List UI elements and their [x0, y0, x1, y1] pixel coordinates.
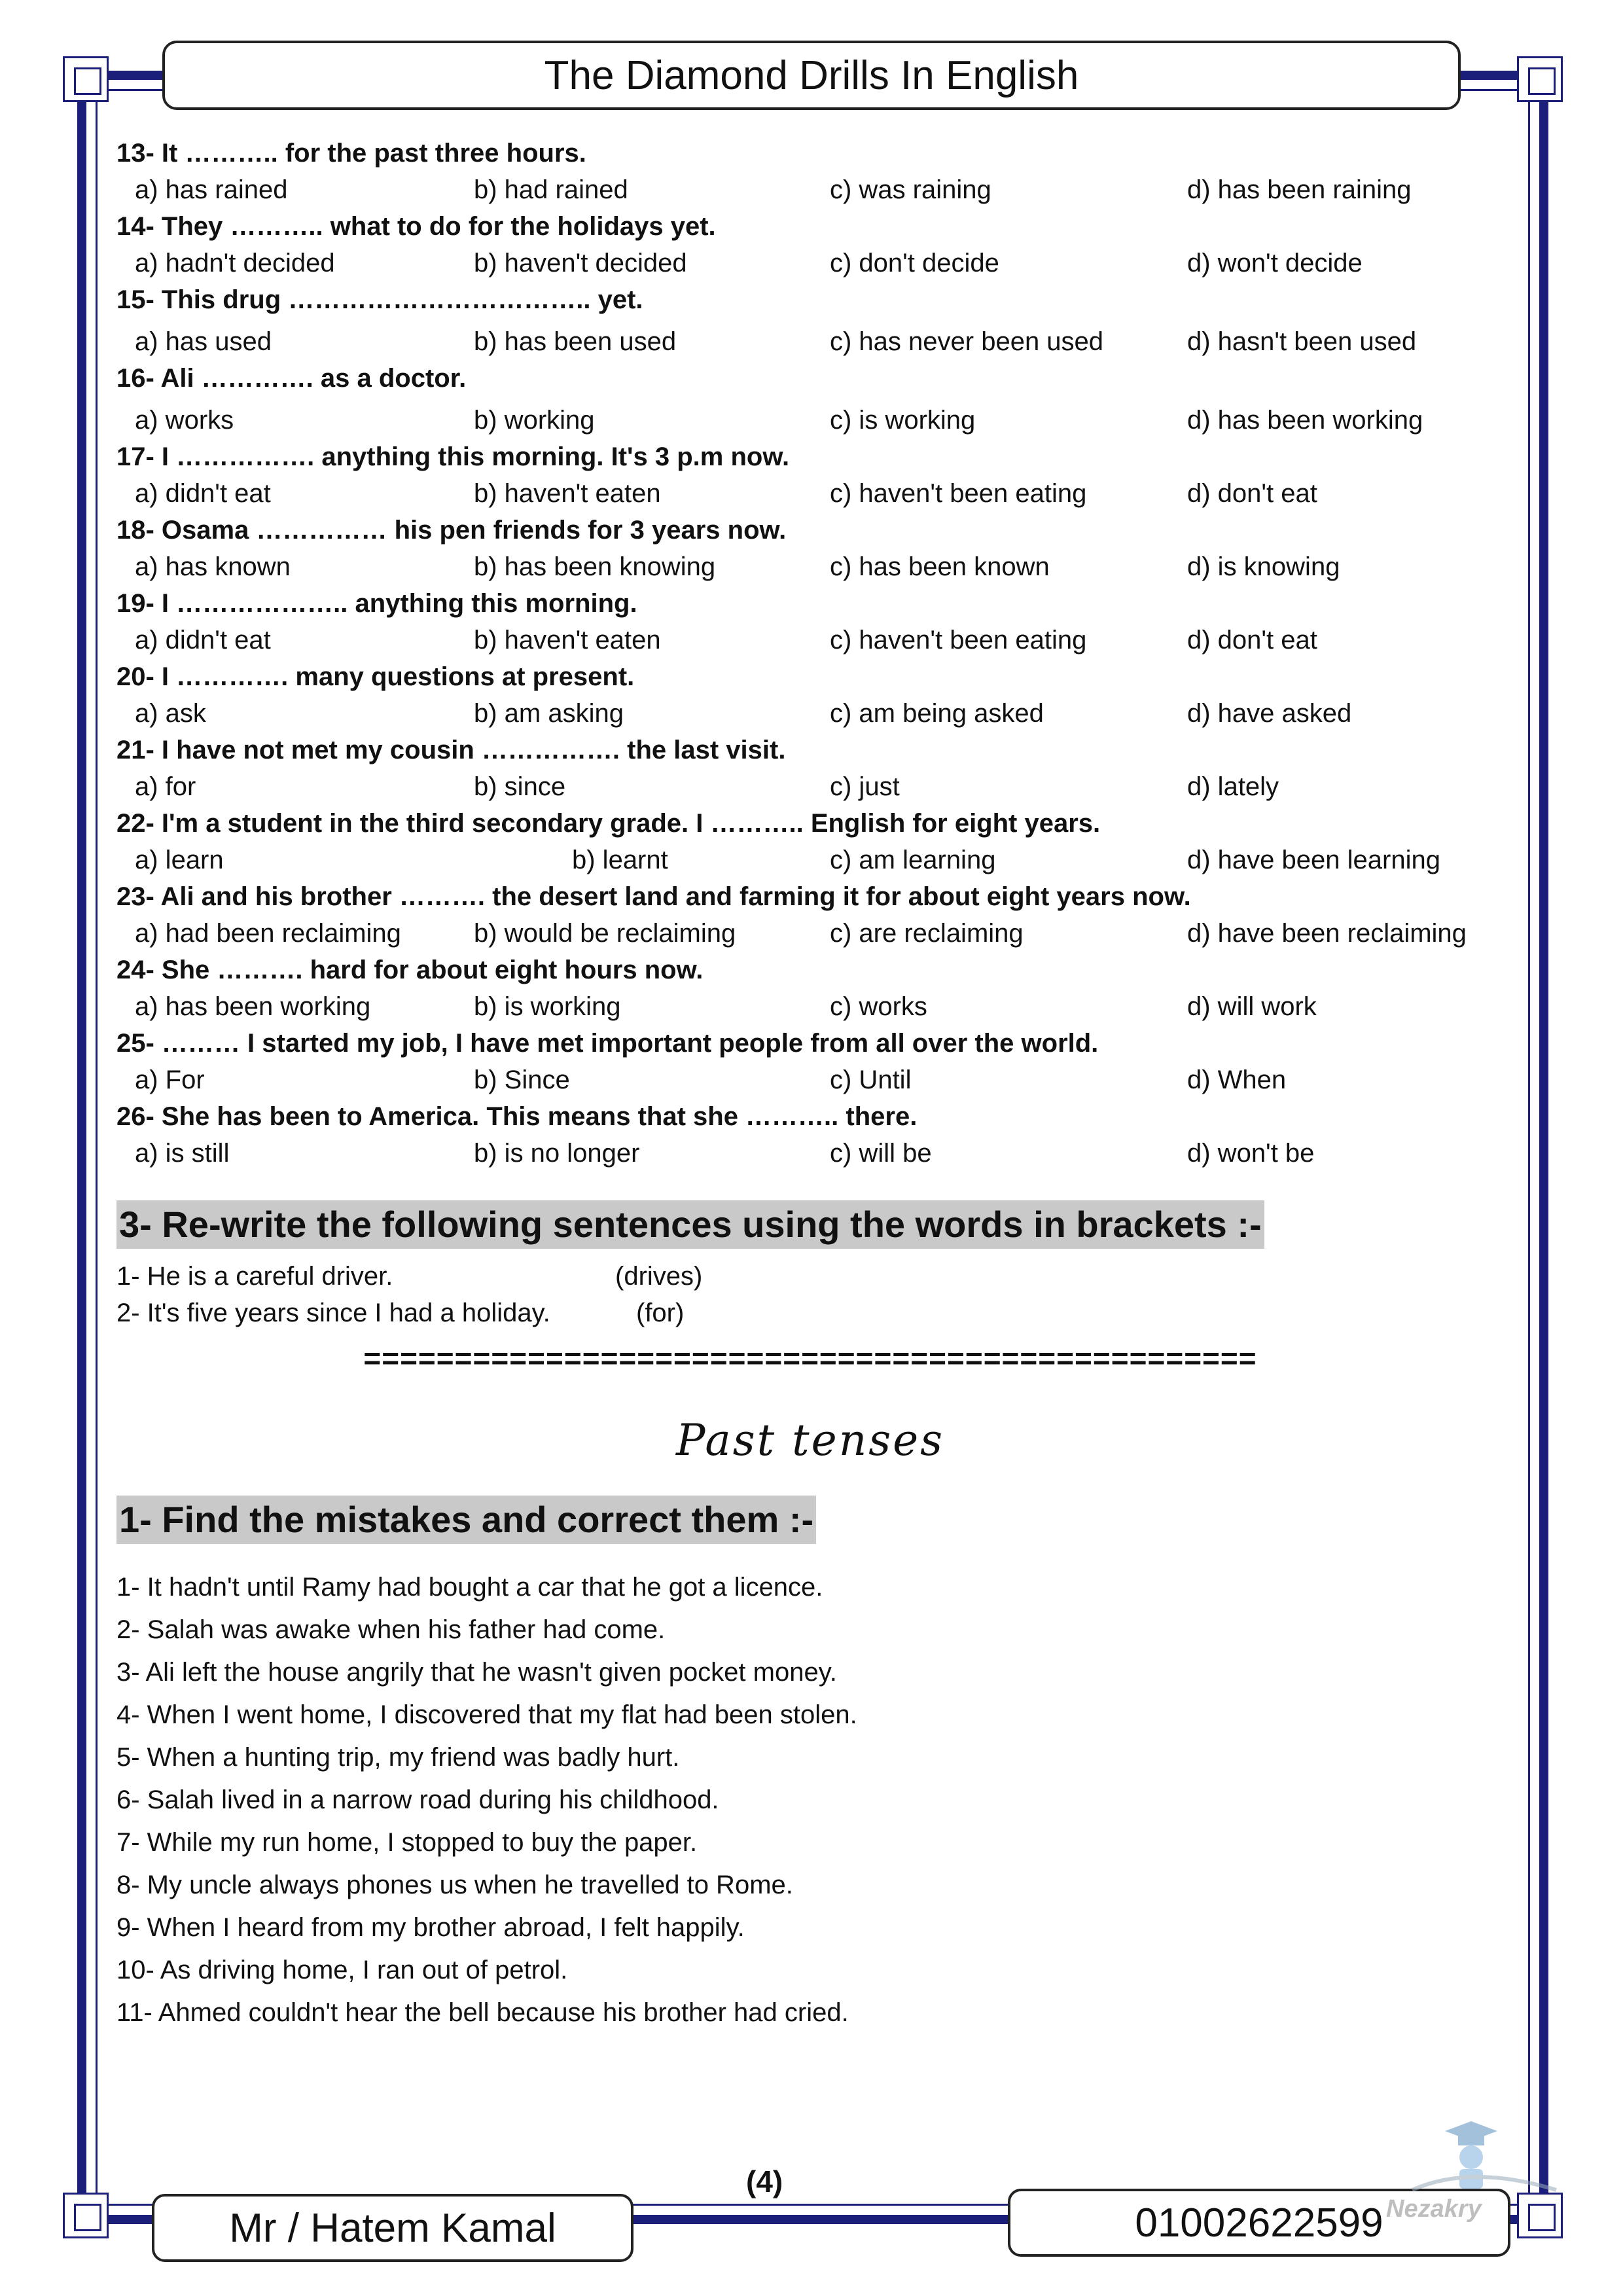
question-text: 14- They ……….. what to do for the holidays yet. — [116, 212, 716, 241]
option-d: d) When — [1187, 1066, 1287, 1094]
options-row — [116, 402, 1504, 439]
option-d: d) don't eat — [1187, 479, 1317, 508]
option-a: a) has been working — [135, 992, 371, 1021]
author-name-box: Mr / Hatem Kamal — [152, 2194, 633, 2262]
option-a: a) learn — [135, 846, 224, 874]
list-item: 2- Salah was awake when his father had come. — [116, 1615, 666, 1644]
rewrite-item — [116, 1295, 1504, 1331]
list-item: 7- While my run home, I stopped to buy the paper. — [116, 1828, 698, 1857]
option-d: d) lately — [1187, 772, 1279, 801]
option-a: a) has used — [135, 327, 272, 356]
page-title: The Diamond Drills In English — [162, 41, 1461, 110]
options-row — [116, 695, 1504, 732]
list-item: 10- As driving home, I ran out of petrol. — [116, 1956, 568, 1984]
question-text: 25- ……… I started my job, I have met important people from all over the world. — [116, 1029, 1099, 1058]
option-c: c) has never been used — [830, 327, 1104, 356]
mistakes-list — [116, 1566, 1504, 2034]
option-d: d) have been learning — [1187, 846, 1440, 874]
graduation-cap-icon — [1386, 2118, 1582, 2197]
rewrite-list — [116, 1258, 1504, 1331]
divider-line: ================================================= — [363, 1341, 1257, 1375]
option-a: a) hadn't decided — [135, 249, 335, 278]
option-a: a) has rained — [135, 175, 288, 204]
option-d: d) has been working — [1187, 406, 1423, 435]
list-item: 8- My uncle always phones us when he travelled to Rome. — [116, 1871, 793, 1899]
list-item: 5- When a hunting trip, my friend was badly hurt. — [116, 1743, 680, 1772]
question-text: 26- She has been to America. This means that she ……….. there. — [116, 1102, 918, 1131]
option-b: b) haven't eaten — [474, 479, 661, 508]
past-tenses-title: Past tenses — [675, 1415, 945, 1465]
option-a: a) had been reclaiming — [135, 919, 401, 948]
question-24 — [116, 952, 1504, 1025]
watermark-text: Nezakry — [1386, 2195, 1482, 2223]
question-16 — [116, 360, 1504, 439]
option-c: c) am learning — [830, 846, 996, 874]
options-row — [116, 1062, 1504, 1098]
list-item: 1- It hadn't until Ramy had bought a car that he got a licence. — [116, 1573, 823, 1602]
option-d: d) have asked — [1187, 699, 1352, 728]
options-row — [116, 171, 1504, 208]
mistakes-section — [116, 1496, 1504, 2034]
option-b: b) has been used — [474, 327, 677, 356]
rewrite-hint: (for) — [636, 1299, 685, 1327]
option-a: a) ask — [135, 699, 206, 728]
rewrite-hint: (drives) — [615, 1262, 703, 1291]
question-14 — [116, 208, 1504, 281]
question-text: 17- I ……………. anything this morning. It's 3 p.m now. — [116, 442, 790, 471]
option-c: c) haven't been eating — [830, 626, 1087, 655]
option-d: d) has been raining — [1187, 175, 1412, 204]
option-a: a) didn't eat — [135, 626, 271, 655]
options-row — [116, 622, 1504, 658]
list-item: 3- Ali left the house angrily that he wasn't given pocket money. — [116, 1658, 837, 1687]
option-a: a) has known — [135, 552, 291, 581]
option-c: c) Until — [830, 1066, 912, 1094]
option-a: a) didn't eat — [135, 479, 271, 508]
worksheet-content — [116, 135, 1504, 2034]
option-a: a) for — [135, 772, 196, 801]
option-c: c) will be — [830, 1139, 932, 1168]
options-row — [116, 768, 1504, 805]
question-21 — [116, 732, 1504, 805]
option-c: c) don't decide — [830, 249, 999, 278]
corner-ornament-top-left — [63, 56, 109, 102]
option-d: d) don't eat — [1187, 626, 1317, 655]
option-c: c) are reclaiming — [830, 919, 1024, 948]
question-text: 23- Ali and his brother ………. the desert land and farming it for about eight years now. — [116, 882, 1191, 911]
option-c: c) has been known — [830, 552, 1050, 581]
question-20 — [116, 658, 1504, 732]
question-text: 20- I …………. many questions at present. — [116, 662, 635, 691]
option-b: b) working — [474, 406, 595, 435]
watermark-logo — [1386, 2118, 1582, 2236]
option-c: c) was raining — [830, 175, 991, 204]
question-text: 16- Ali …………. as a doctor. — [116, 364, 467, 393]
option-b: b) had rained — [474, 175, 628, 204]
option-c: c) is working — [830, 406, 976, 435]
question-text: 15- This drug …………………………….. yet. — [116, 285, 643, 314]
option-d: d) won't decide — [1187, 249, 1363, 278]
question-18 — [116, 512, 1504, 585]
rewrite-sentence: 2- It's five years since I had a holiday. — [116, 1299, 550, 1327]
question-text: 21- I have not met my cousin ……………. the last visit. — [116, 736, 786, 764]
question-text: 22- I'm a student in the third secondary grade. I ……….. English for eight years. — [116, 809, 1101, 838]
option-d: d) will work — [1187, 992, 1317, 1021]
question-23 — [116, 878, 1504, 952]
question-26 — [116, 1098, 1504, 1172]
option-b: b) haven't eaten — [474, 626, 661, 655]
rewrite-section — [116, 1200, 1504, 1331]
option-a: a) For — [135, 1066, 205, 1094]
rewrite-sentence: 1- He is a careful driver. — [116, 1262, 393, 1291]
question-text: 24- She ………. hard for about eight hours now. — [116, 956, 704, 984]
options-row — [116, 245, 1504, 281]
rewrite-heading: 3- Re-write the following sentences using the words in brackets :- — [116, 1200, 1264, 1249]
list-item: 11- Ahmed couldn't hear the bell because his brother had cried. — [116, 1998, 849, 2027]
list-item: 6- Salah lived in a narrow road during his childhood. — [116, 1785, 719, 1814]
corner-ornament-bottom-left — [63, 2193, 109, 2238]
option-b: b) is no longer — [474, 1139, 640, 1168]
options-row — [116, 475, 1504, 512]
phone-number-box: 01002622599 — [1008, 2189, 1510, 2257]
option-c: c) haven't been eating — [830, 479, 1087, 508]
option-c: c) am being asked — [830, 699, 1044, 728]
options-row — [116, 548, 1504, 585]
option-c: c) just — [830, 772, 900, 801]
question-17 — [116, 439, 1504, 512]
option-c: c) works — [830, 992, 927, 1021]
option-b: b) haven't decided — [474, 249, 687, 278]
options-row — [116, 988, 1504, 1025]
option-b: b) Since — [474, 1066, 570, 1094]
rewrite-item — [116, 1258, 1504, 1295]
option-a: a) works — [135, 406, 234, 435]
option-d: d) is knowing — [1187, 552, 1340, 581]
list-item: 9- When I heard from my brother abroad, I felt happily. — [116, 1913, 745, 1942]
option-d: d) won't be — [1187, 1139, 1315, 1168]
option-a: a) is still — [135, 1139, 230, 1168]
question-19 — [116, 585, 1504, 658]
mistakes-heading: 1- Find the mistakes and correct them :- — [116, 1496, 816, 1544]
option-b: b) learnt — [572, 846, 668, 874]
question-22 — [116, 805, 1504, 878]
question-text: 13- It ……….. for the past three hours. — [116, 139, 586, 168]
options-row — [116, 915, 1504, 952]
options-row — [116, 323, 1504, 360]
options-row — [116, 842, 1504, 878]
question-15 — [116, 281, 1504, 360]
list-item: 4- When I went home, I discovered that my flat had been stolen. — [116, 1700, 857, 1729]
question-text: 18- Osama …………… his pen friends for 3 years now. — [116, 516, 787, 545]
question-13 — [116, 135, 1504, 208]
option-b: b) has been knowing — [474, 552, 716, 581]
option-b: b) would be reclaiming — [474, 919, 736, 948]
page-number: (4) — [746, 2164, 783, 2198]
option-d: d) have been reclaiming — [1187, 919, 1467, 948]
option-b: b) since — [474, 772, 566, 801]
option-b: b) is working — [474, 992, 621, 1021]
question-25 — [116, 1025, 1504, 1098]
question-text: 19- I ……………….. anything this morning. — [116, 589, 637, 618]
mcq-section — [116, 135, 1504, 1172]
option-d: d) hasn't been used — [1187, 327, 1417, 356]
option-b: b) am asking — [474, 699, 624, 728]
corner-ornament-top-right — [1517, 56, 1563, 102]
options-row — [116, 1135, 1504, 1172]
